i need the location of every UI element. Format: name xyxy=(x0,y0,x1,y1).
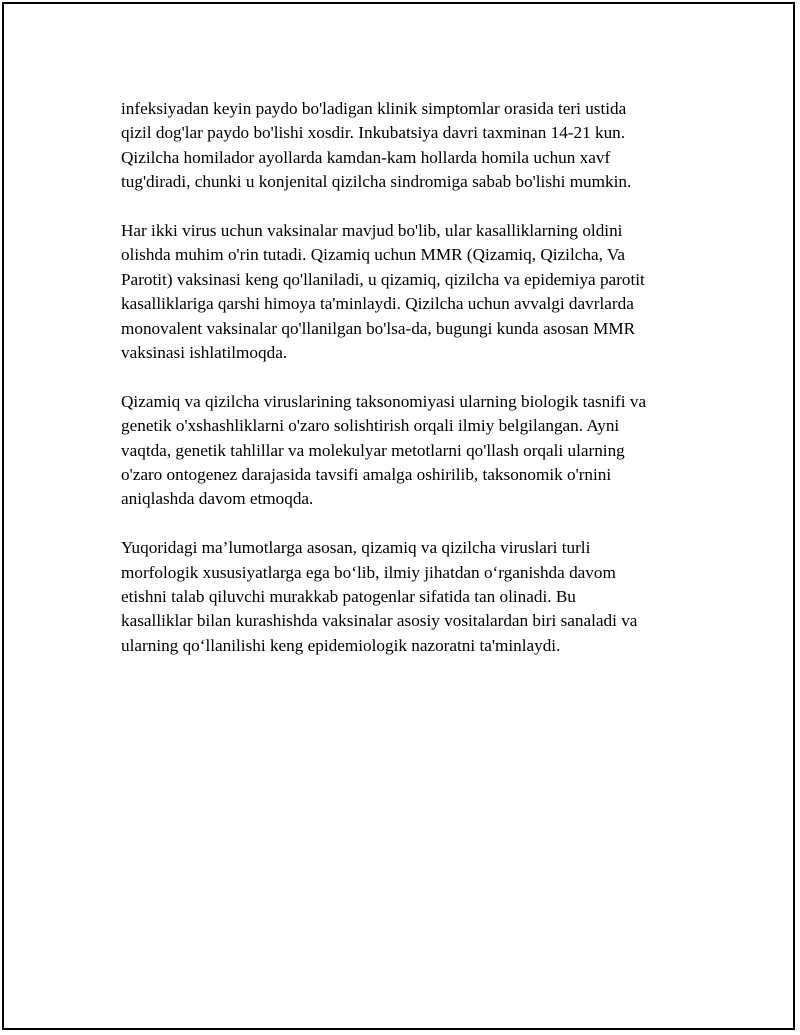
text-line: genetik o'xshashliklarni o'zaro solishtirish orqali ilmiy belgilangan. Ayni xyxy=(121,416,620,436)
text-line: Yuqoridagi ma’lumotlarga asosan, qizamiq va qizilcha viruslari turli xyxy=(121,538,591,558)
paragraph-vaccines xyxy=(121,219,711,365)
text-line: Qizamiq va qizilcha viruslarining taksonomiyasi ularning biologik tasnifi va xyxy=(121,391,647,411)
paragraph-symptoms xyxy=(121,97,711,195)
text-line: kasalliklariga qarshi himoya ta'minlaydi. Qizilcha uchun avvalgi davrlarda xyxy=(121,294,634,314)
paragraph-conclusion xyxy=(121,536,711,658)
text-line: tug'diradi, chunki u konjenital qizilcha sindromiga sabab bo'lishi mumkin. xyxy=(121,172,632,192)
text-line: olishda muhim o'rin tutadi. Qizamiq uchun MMR (Qizamiq, Qizilcha, Va xyxy=(121,245,625,265)
text-line: vaksinasi ishlatilmoqda. xyxy=(121,343,288,363)
text-line: aniqlashda davom etmoqda. xyxy=(121,489,314,509)
page-frame xyxy=(2,2,795,1030)
paragraph-taxonomy xyxy=(121,390,711,512)
document-body xyxy=(121,97,711,683)
text-line: infeksiyadan keyin paydo bo'ladigan klinik simptomlar orasida teri ustida xyxy=(121,99,627,118)
text-line: Har ikki virus uchun vaksinalar mavjud bo'lib, ular kasalliklarning oldini xyxy=(121,221,623,241)
text-line: morfologik xususiyatlarga ega bo‘lib, ilmiy jihatdan o‘rganishda davom xyxy=(121,562,616,582)
text-line: monovalent vaksinalar qo'llanilgan bo'lsa-da, bugungi kunda asosan MMR xyxy=(121,318,636,338)
text-line: o'zaro ontogenez darajasida tavsifi amalga oshirilib, taksonomik o'rnini xyxy=(121,465,612,485)
text-line: Qizilcha homilador ayollarda kamdan-kam hollarda homila uchun xavf xyxy=(121,147,611,167)
text-line: etishni talab qiluvchi murakkab patogenlar sifatida tan olinadi. Bu xyxy=(121,587,576,607)
text-line: ularning qo‘llanilishi keng epidemiologik nazoratni ta'minlaydi. xyxy=(121,635,561,655)
text-line: vaqtda, genetik tahlillar va molekulyar metotlarni qo'llash orqali ularning xyxy=(121,440,625,460)
text-line: kasalliklar bilan kurashishda vaksinalar asosiy vositalardan biri sanaladi va xyxy=(121,611,638,631)
text-line: qizil dog'lar paydo bo'lishi xosdir. Inkubatsiya davri taxminan 14-21 kun. xyxy=(121,123,626,143)
text-line: Parotit) vaksinasi keng qo'llaniladi, u qizamiq, qizilcha va epidemiya parotit xyxy=(121,269,645,289)
